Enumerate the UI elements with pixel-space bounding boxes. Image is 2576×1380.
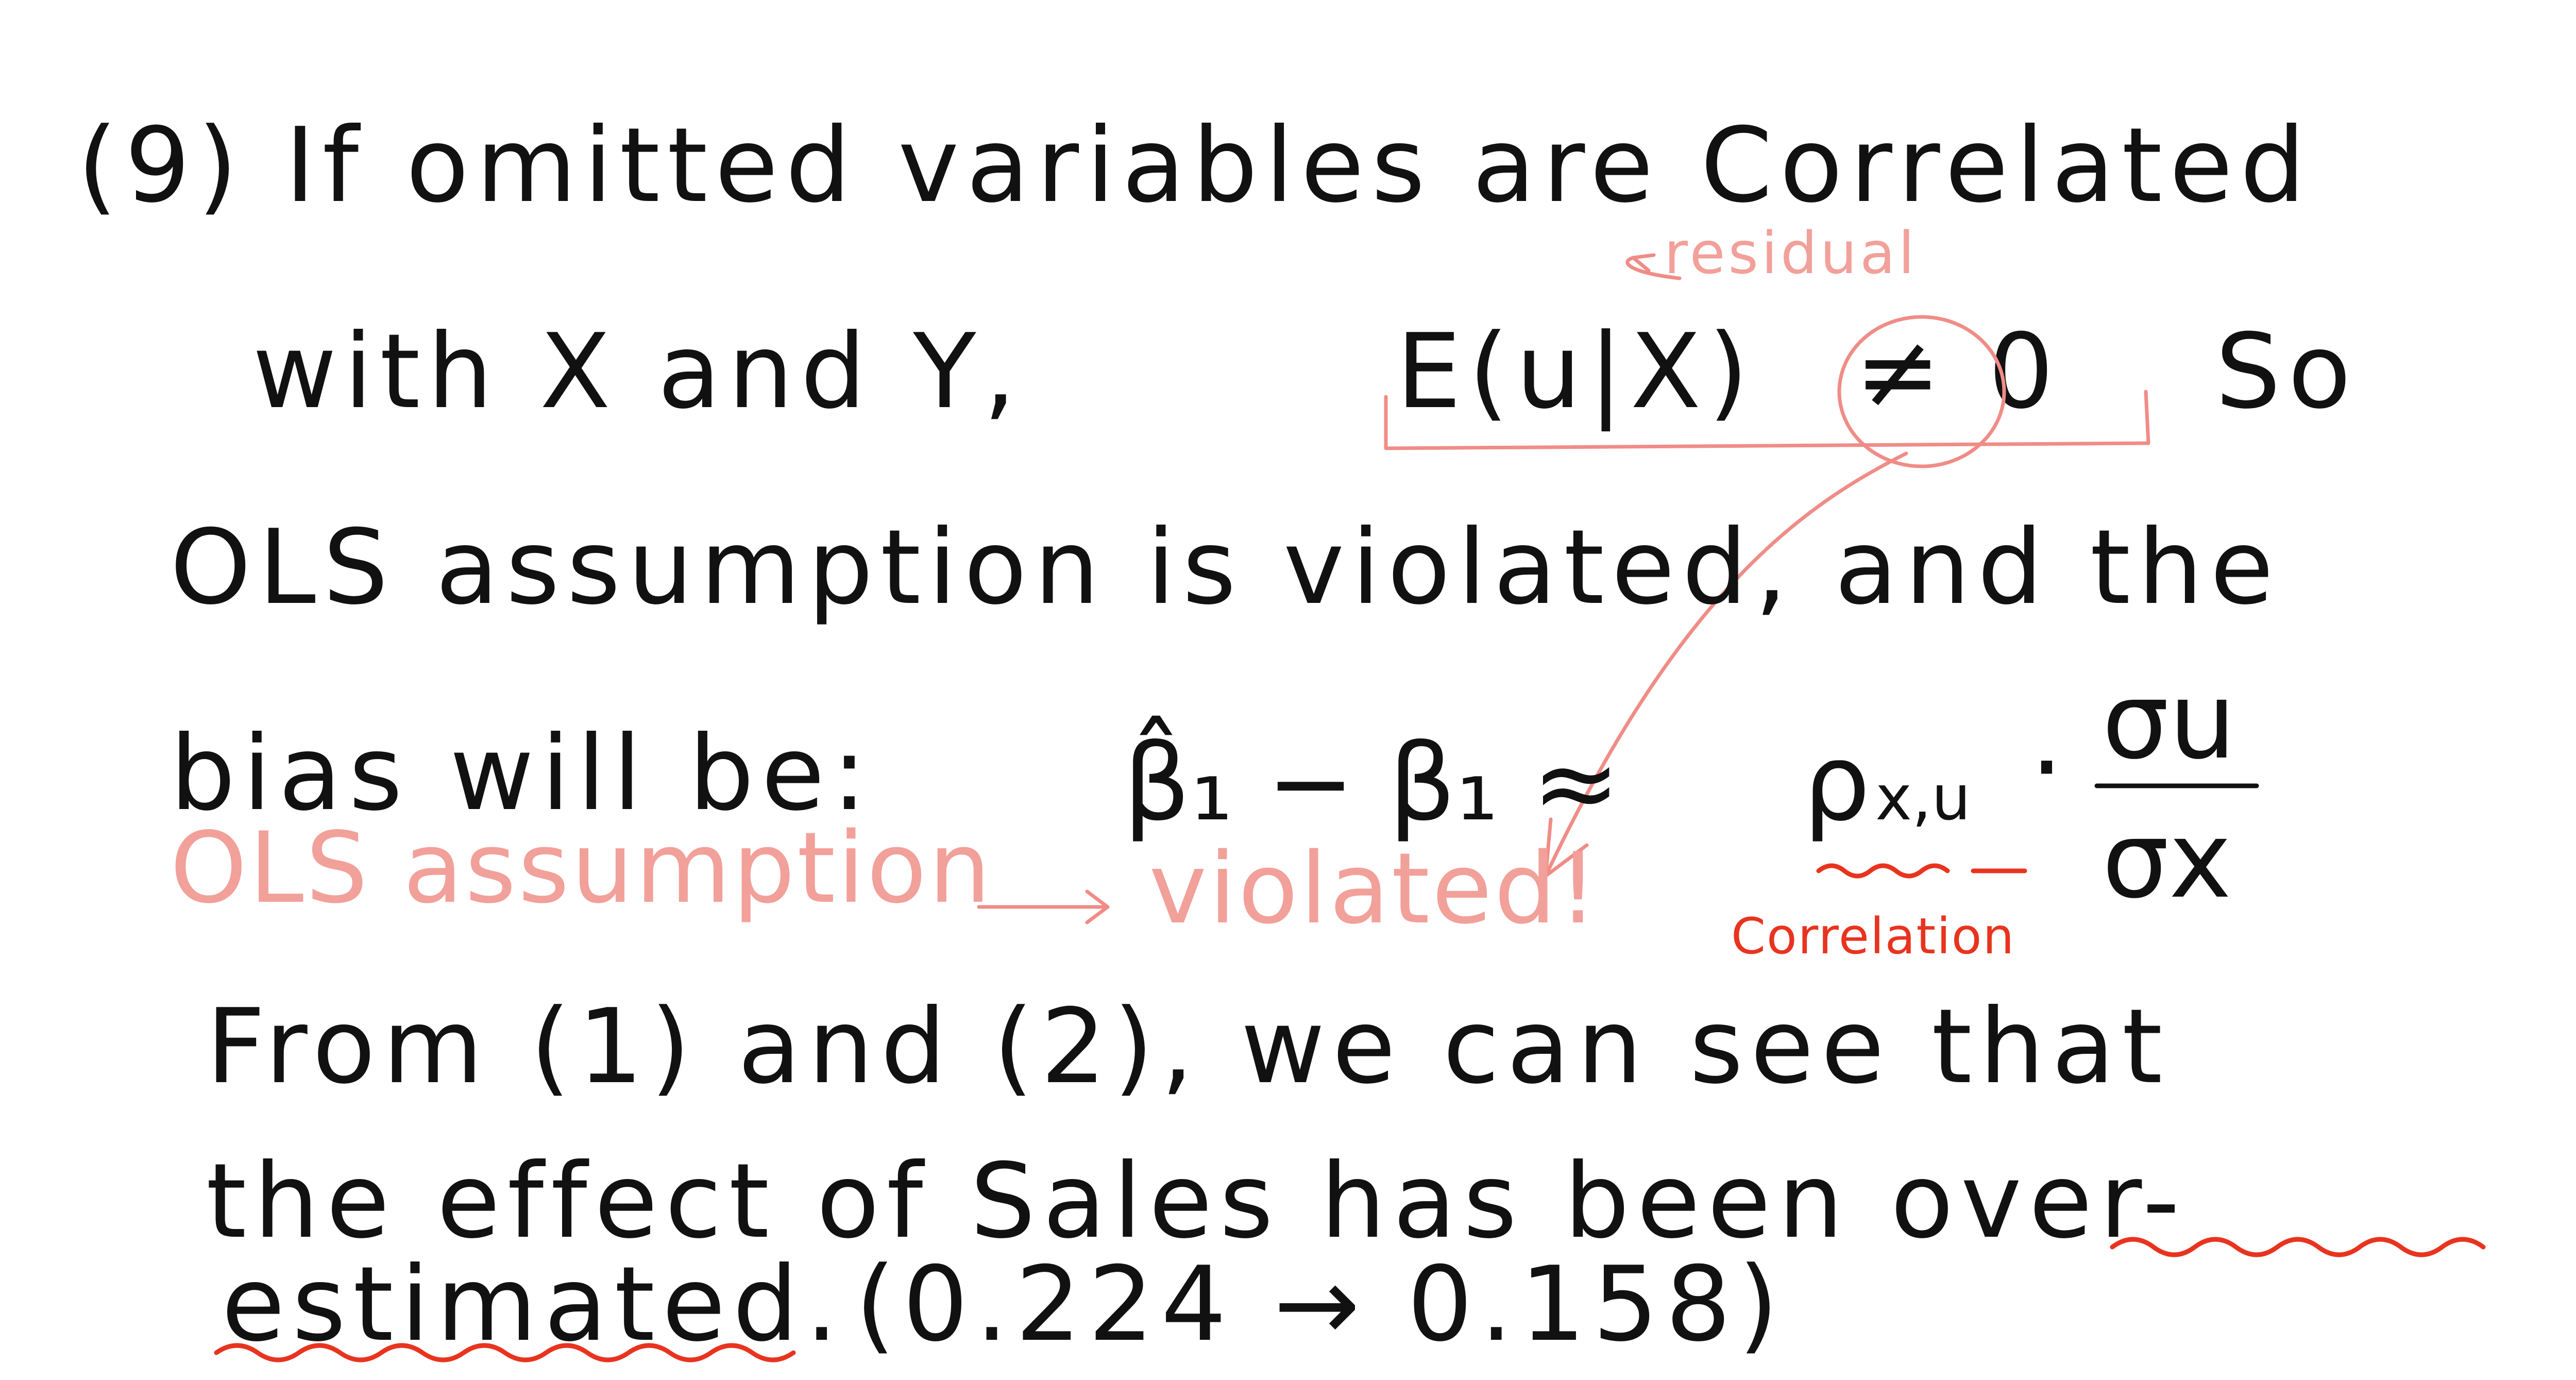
correlation-label: Correlation xyxy=(1731,907,2015,965)
line-4-text: bias will be: xyxy=(170,714,874,834)
sigma-u: σu xyxy=(2102,660,2236,783)
line-3: OLS assumption is violated, and the xyxy=(170,508,2281,628)
line-1: (9) If omitted variables are Correlated xyxy=(77,106,2313,226)
line-5: From (1) and (2), we can see that xyxy=(206,987,2170,1107)
bias-formula: β̂₁ − β₁ ≈ xyxy=(1123,722,1621,845)
so-word: So xyxy=(2215,312,2359,432)
conditional-expectation: E(u|X) xyxy=(1396,312,1756,432)
ols-assumption-label: OLS assumption xyxy=(170,811,993,925)
line-7-values: (0.224 → 0.158) xyxy=(855,1244,1786,1365)
rho-squiggle xyxy=(1819,866,1947,876)
line-2-text: with X and Y, xyxy=(252,312,1024,432)
violated-label: violated! xyxy=(1149,832,1600,946)
sigma-x: σx xyxy=(2102,799,2232,922)
line-6: the effect of Sales has been over- xyxy=(206,1141,2187,1261)
not-equal-zero: ≠ 0 xyxy=(1855,312,2061,432)
rho-symbol: ρ xyxy=(1803,722,1871,845)
rho-subscript: x,u xyxy=(1875,763,1971,834)
arrow-to-violated-label xyxy=(979,891,1108,922)
residual-label: residual xyxy=(1664,220,1918,287)
line-7-estimated: estimated. xyxy=(222,1244,845,1365)
multiply-dot: · xyxy=(2030,706,2064,829)
